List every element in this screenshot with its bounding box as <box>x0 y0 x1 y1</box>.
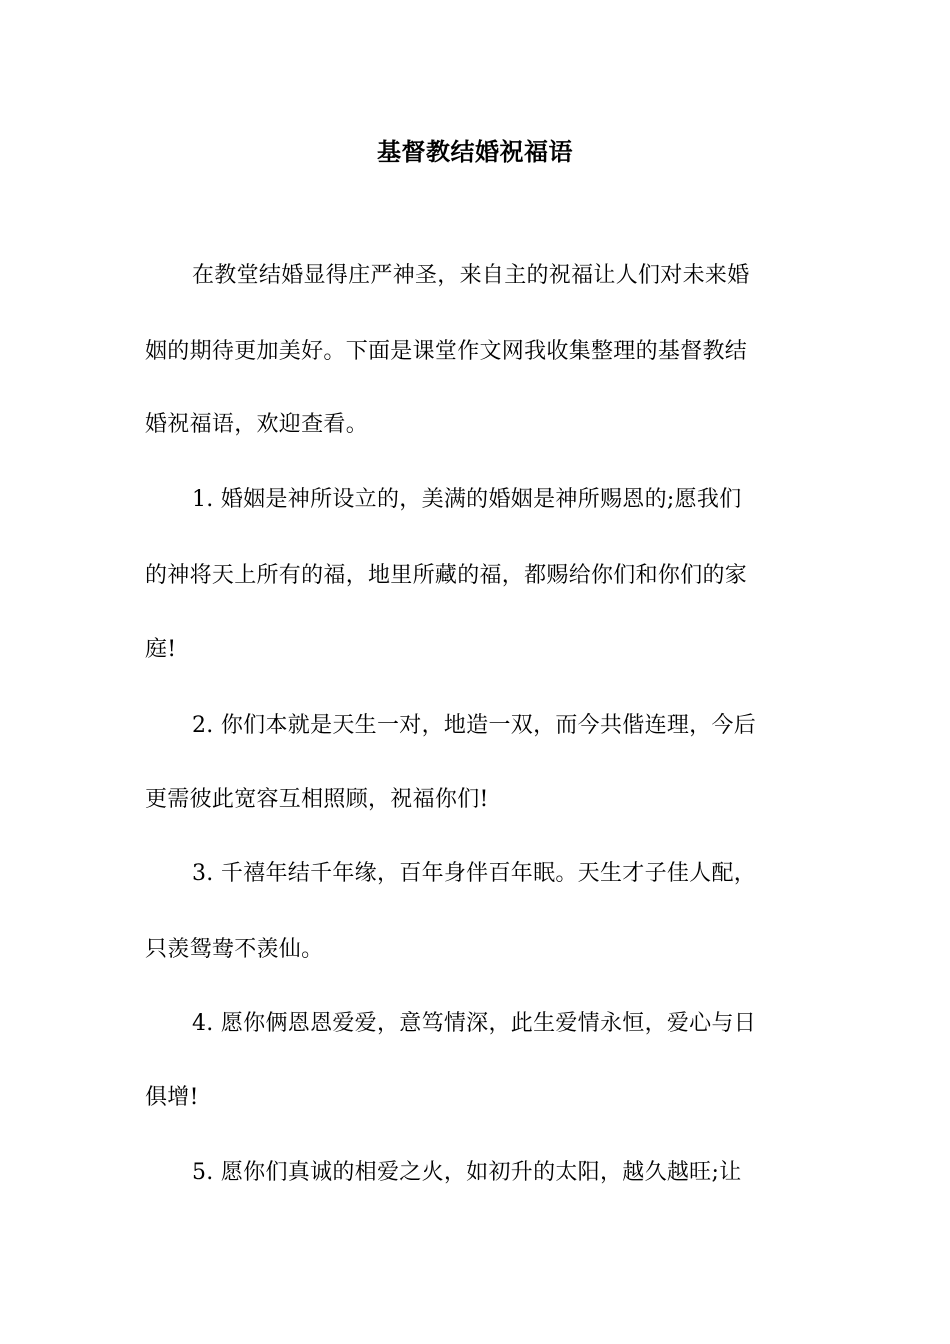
paragraph-intro-line-1: 在教堂结婚显得庄严神圣，来自主的祝福让人们对未来婚 <box>192 263 750 288</box>
document-title: 基督教结婚祝福语 <box>377 138 573 166</box>
paragraph-intro-line-3: 婚祝福语，欢迎查看。 <box>145 412 369 437</box>
blessing-2-line-2: 更需彼此宽容互相照顾，祝福你们! <box>145 787 489 812</box>
blessing-3-line-1: 3. 千禧年结千年缘，百年身伴百年眠。天生才子佳人配， <box>192 861 757 886</box>
blessing-4-line-2: 俱增! <box>145 1085 199 1110</box>
blessing-1-line-3: 庭! <box>145 637 177 662</box>
blessing-3-line-2: 只羡鸳鸯不羡仙。 <box>145 937 324 962</box>
blessing-2-line-1: 2. 你们本就是天生一对，地造一双，而今共偕连理，今后 <box>192 713 757 738</box>
blessing-1-line-1: 1. 婚姻是神所设立的，美满的婚姻是神所赐恩的;愿我们 <box>192 487 742 512</box>
blessing-5-line-1: 5. 愿你们真诚的相爱之火，如初升的太阳，越久越旺;让 <box>192 1160 742 1185</box>
paragraph-intro-line-2: 姻的期待更加美好。下面是课堂作文网我收集整理的基督教结 <box>145 339 748 364</box>
blessing-4-line-1: 4. 愿你俩恩恩爱爱，意笃情深，此生爱情永恒，爱心与日 <box>192 1011 757 1036</box>
blessing-1-line-2: 的神将天上所有的福，地里所藏的福，都赐给你们和你们的家 <box>145 563 748 588</box>
